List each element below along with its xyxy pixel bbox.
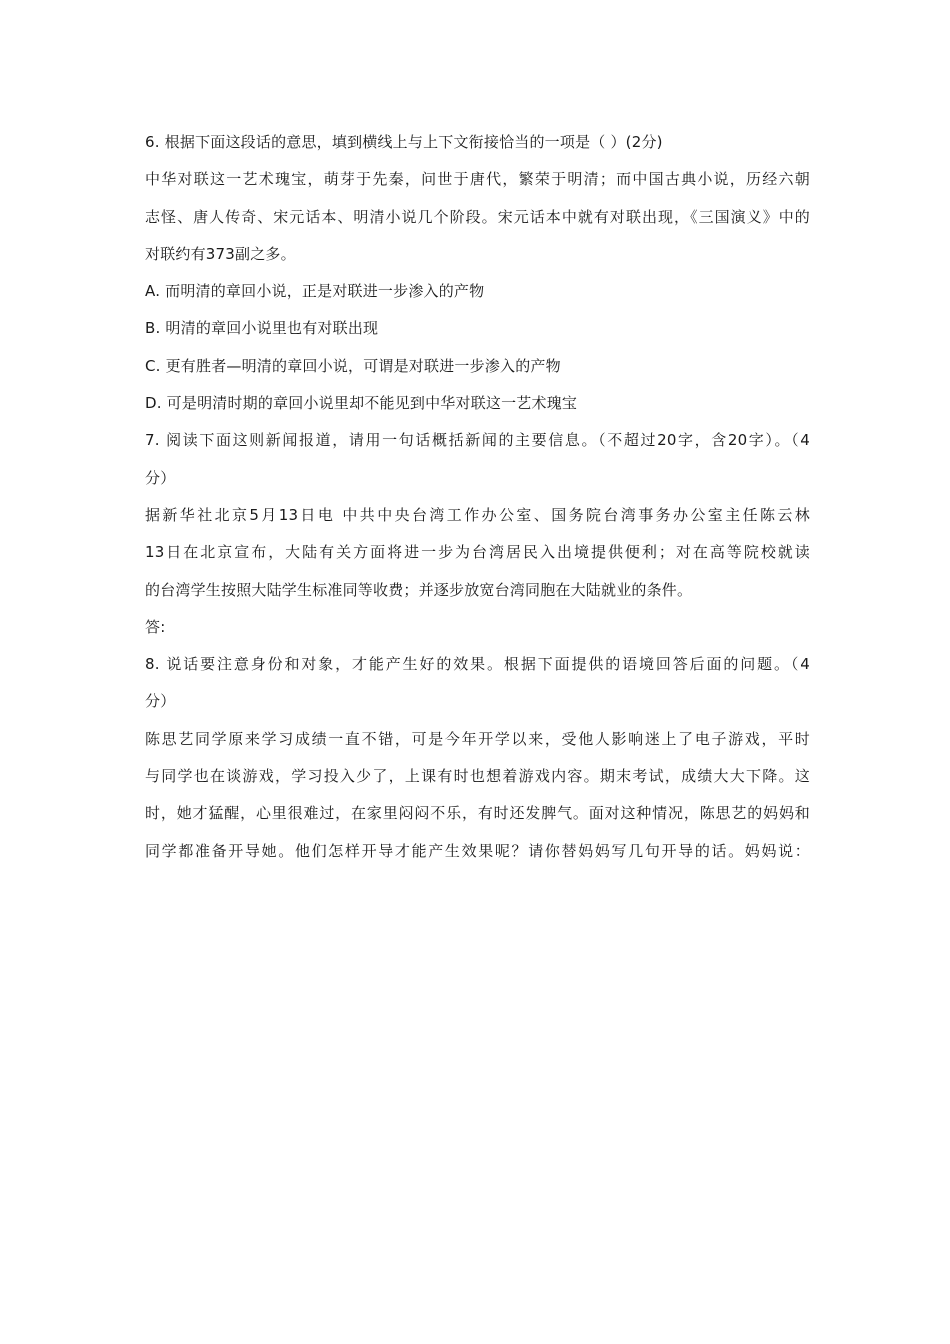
q7-stem-cont: 分） <box>145 468 176 487</box>
q7-passage-line: 据新华社北京5月13日电 中共中央台湾工作办公室、国务院台湾事务办公室主任陈云林 <box>145 505 810 524</box>
q6-option-c: C. 更有胜者—明清的章回小说，可谓是对联进一步渗入的产物 <box>145 356 561 375</box>
q8-stem-cont: 分） <box>145 692 176 711</box>
q7-answer-label: 答: <box>145 617 166 636</box>
q6-passage-line: 志怪、唐人传奇、宋元话本、明清小说几个阶段。宋元话本中就有对联出现，《三国演义》中的 <box>145 207 810 226</box>
q6-stem: 6. 根据下面这段话的意思，填到横线上与上下文衔接恰当的一项是（ ）(2分) <box>145 133 663 151</box>
q8-passage-line: 陈思艺同学原来学习成绩一直不错，可是今年开学以来，受他人影响迷上了电子游戏，平时 <box>145 729 810 748</box>
q8-passage-line: 时，她才猛醒，心里很难过，在家里闷闷不乐，有时还发脾气。面对这种情况，陈思艺的妈妈和 <box>145 804 810 823</box>
q6-option-a: A. 而明清的章回小说，正是对联进一步渗入的产物 <box>145 282 485 301</box>
q6-passage-line: 中华对联这一艺术瑰宝，萌芽于先秦，问世于唐代，繁荣于明清；而中国古典小说，历经六朝 <box>145 170 810 189</box>
q7-passage-line: 13日在北京宣布，大陆有关方面将进一步为台湾居民入出境提供便利；对在高等院校就读 <box>145 543 810 562</box>
q7-stem: 7. 阅读下面这则新闻报道，请用一句话概括新闻的主要信息。（不超过20字，含20字）。（4 <box>145 431 810 450</box>
document-page <box>145 124 810 870</box>
q7-passage-line: 的台湾学生按照大陆学生标准同等收费；并逐步放宽台湾同胞在大陆就业的条件。 <box>145 580 693 599</box>
q6-option-d: D. 可是明清时期的章回小说里却不能见到中华对联这一艺术瑰宝 <box>145 394 578 413</box>
q8-stem: 8. 说话要注意身份和对象，才能产生好的效果。根据下面提供的语境回答后面的问题。（4 <box>145 655 810 674</box>
q6-option-b: B. 明清的章回小说里也有对联出现 <box>145 319 379 338</box>
q8-passage-line: 同学都准备开导她。他们怎样开导才能产生效果呢？请你替妈妈写几句开导的话。妈妈说： <box>145 841 810 860</box>
q8-passage-line: 与同学也在谈游戏，学习投入少了，上课有时也想着游戏内容。期末考试，成绩大大下降。这 <box>145 767 810 786</box>
q6-passage-line: 对联约有373副之多。 <box>145 244 296 263</box>
